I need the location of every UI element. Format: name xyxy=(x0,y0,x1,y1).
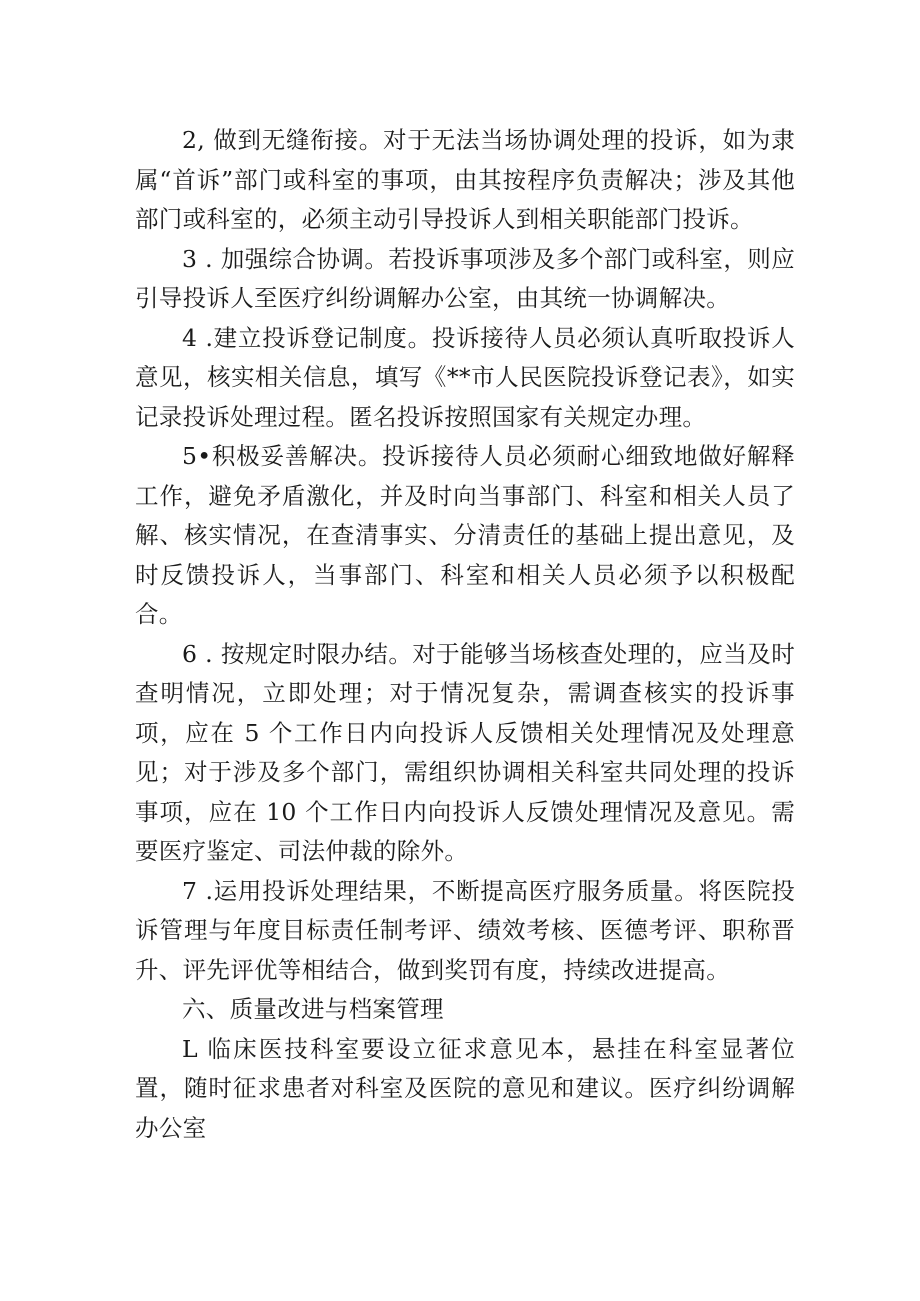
paragraph-comprehensive-coordination: 3 . 加强综合协调。若投诉事项涉及多个部门或科室，则应引导投诉人至医疗纠纷调解办公室，由其统一协调解决。 xyxy=(135,244,795,312)
paragraph-complaint-registration: 4 .建立投诉登记制度。投诉接待人员必须认真听取投诉人意见，核实相关信息，填写《**市人民医院投诉登记表》，如实记录投诉处理过程。匿名投诉按照国家有关规定办理。 xyxy=(135,323,795,431)
paragraph-time-limits: 6 . 按规定时限办结。对于能够当场核查处理的，应当及时查明情况，立即处理；对于情况复杂，需调查核实的投诉事项，应在 5 个工作日内向投诉人反馈相关处理情况及处理意见；对于涉及多个部门，需组织协调相关科室共同处理的投诉事项，应在 10 个工作日内向投诉人反馈处理情况及意见。需要医疗鉴定、司法仲裁的除外。 xyxy=(135,639,795,865)
section-heading: 六、质量改进与档案管理 xyxy=(182,995,444,1023)
paragraph-feedback-book: L 临床医技科室要设立征求意见本，悬挂在科室显著位置，随时征求患者对科室及医院的意见和建议。医疗纠纷调解办公室 xyxy=(135,1034,795,1142)
paragraph-use-of-results: 7 .运用投诉处理结果，不断提高医疗服务质量。将医院投诉管理与年度目标责任制考评、绩效考核、医德考评、职称晋升、评先评优等相结合，做到奖罚有度，持续改进提高。 xyxy=(135,876,795,984)
document-body xyxy=(135,121,795,1148)
paragraph-proper-resolution: 5•积极妥善解决。投诉接待人员必须耐心细致地做好解释工作，避免矛盾激化，并及时向当事部门、科室和相关人员了解、核实情况，在查清事实、分清责任的基础上提出意见，及时反馈投诉人，当事部门、科室和相关人员必须予以积极配合。 xyxy=(135,442,795,628)
paragraph-seamless-connection: 2, 做到无缝衔接。对于无法当场协调处理的投诉，如为隶属“首诉”部门或科室的事项，由其按程序负责解决；涉及其他部门或科室的，必须主动引导投诉人到相关职能部门投诉。 xyxy=(135,126,795,233)
